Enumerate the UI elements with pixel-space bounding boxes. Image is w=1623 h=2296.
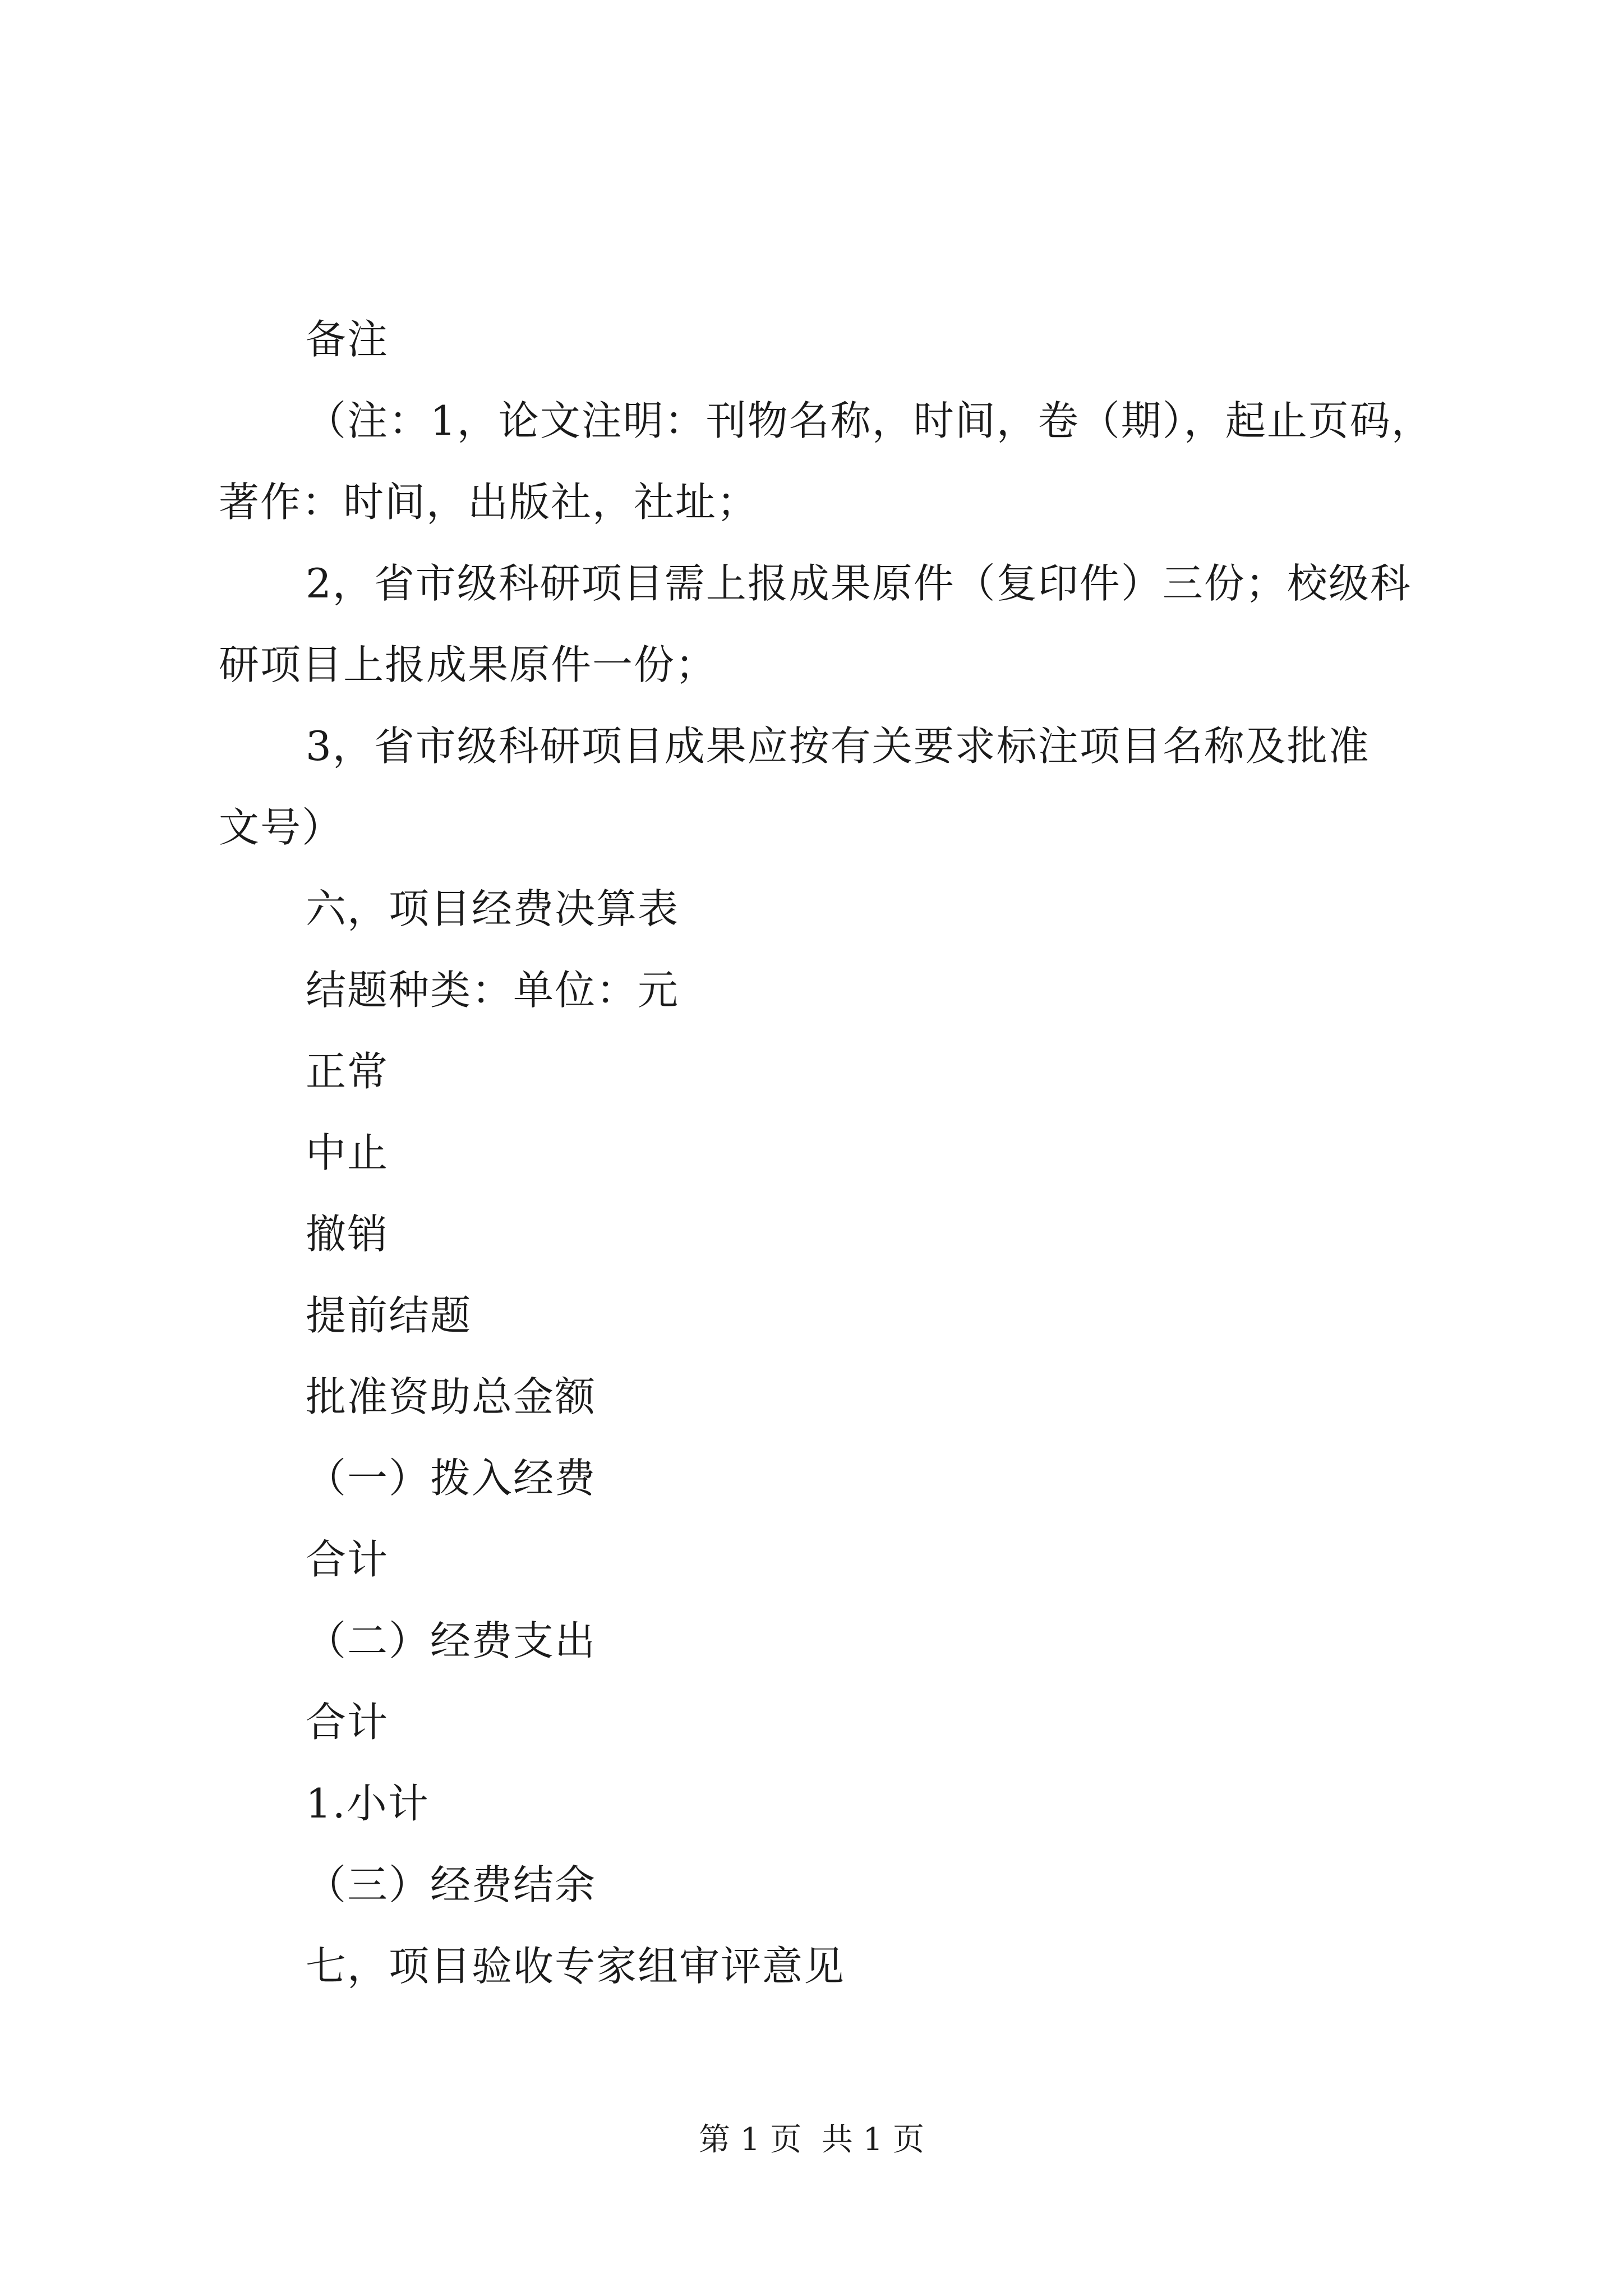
type-normal: 正常 [306,1048,389,1095]
type-early-completion: 提前结题 [306,1292,472,1339]
type-revoked: 撤销 [306,1211,389,1258]
section-seven-heading: 七，项目验收专家组审评意见 [306,1943,846,1990]
note-line-2-cont: 研项目上报成果原件一份； [219,641,717,688]
note-line-3-cont: 文号） [219,804,344,851]
total-1: 合计 [306,1536,389,1583]
note-line-1: （注：1，论文注明：刊物名称，时间，卷（期），起止页码， [306,397,1433,444]
funds-expenditure: （二）经费支出 [306,1617,597,1664]
total-2: 合计 [306,1699,389,1746]
funds-balance: （三）经费结余 [306,1861,597,1908]
type-suspended: 中止 [306,1129,389,1176]
page-number-footer: 第 1 页 共 1 页 [698,2122,925,2158]
note-line-3: 3，省市级科研项目成果应按有关要求标注项目名称及批准 [306,723,1370,770]
subtotal: 1.小计 [306,1780,430,1827]
note-line-1-cont: 著作：时间，出版社，社址； [219,478,759,526]
remarks-heading: 备注 [306,316,389,363]
completion-type-unit: 结题种类：单位：元 [306,967,680,1014]
section-six-heading: 六，项目经费决算表 [306,885,680,932]
funds-allocated: （一）拨入经费 [306,1455,597,1502]
approved-total-amount: 批准资助总金额 [306,1373,597,1420]
note-line-2: 2，省市级科研项目需上报成果原件（复印件）三份；校级科 [306,560,1412,607]
